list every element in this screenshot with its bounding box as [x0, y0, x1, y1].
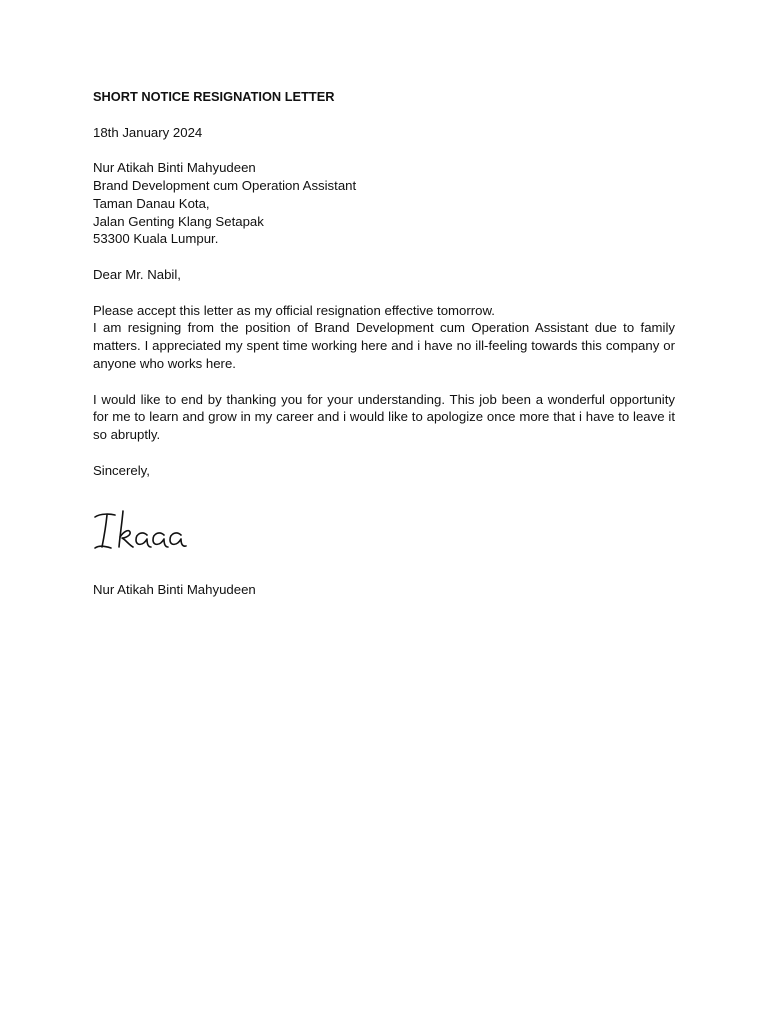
- spacer: [93, 373, 675, 391]
- spacer: [93, 248, 675, 266]
- salutation: Dear Mr. Nabil,: [93, 266, 181, 282]
- sender-position: Brand Development cum Operation Assistant: [93, 177, 357, 193]
- signature-drawing: [93, 505, 193, 555]
- handwritten-signature: [93, 505, 193, 555]
- body-paragraph-1: I am resigning from the position of Brand Development cum Operation Assistant due to family matters. I appreciated my spent time working here and i have no ill-feeling towards this company or anyone who works here.: [93, 320, 675, 371]
- spacer: [93, 444, 675, 462]
- sender-address-block: [93, 159, 675, 248]
- sender-address-line-2: Jalan Genting Klang Setapak: [93, 213, 264, 229]
- body-paragraph-1-first-line: Please accept this letter as my official resignation effective tomorrow.: [93, 302, 495, 318]
- spacer: [93, 106, 675, 124]
- letter-title: SHORT NOTICE RESIGNATION LETTER: [93, 89, 335, 104]
- body-paragraph-2: I would like to end by thanking you for your understanding. This job been a wonderful opportunity for me to learn and grow in my career and i would like to apologize once more that i have to leave it so abruptly.: [93, 391, 675, 443]
- signature-printed-name: Nur Atikah Binti Mahyudeen: [93, 582, 256, 597]
- closing: Sincerely,: [93, 462, 150, 478]
- spacer: [93, 141, 675, 159]
- sender-address-line-1: Taman Danau Kota,: [93, 195, 210, 211]
- spacer: [93, 284, 675, 302]
- letter-date: 18th January 2024: [93, 124, 203, 140]
- letter-body: [93, 88, 675, 480]
- sender-name: Nur Atikah Binti Mahyudeen: [93, 160, 256, 176]
- sender-address-line-3: 53300 Kuala Lumpur.: [93, 231, 219, 247]
